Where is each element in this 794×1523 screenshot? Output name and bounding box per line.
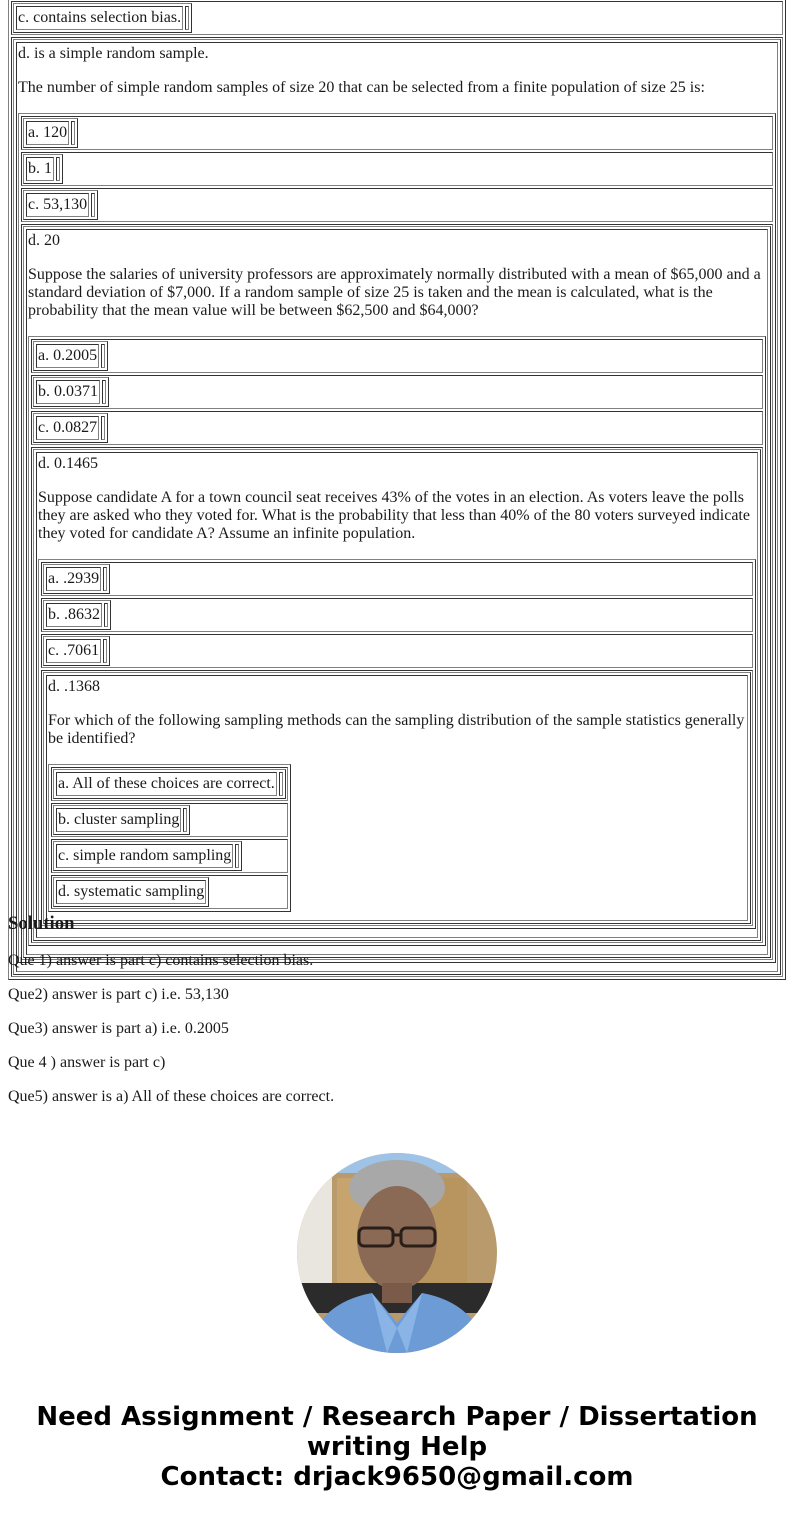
option[interactable]: b. 0.0371 [33,377,109,407]
option-d-cell: d. 20 Suppose the salaries of university professors are approximately normally distributed with a mean of $65,000 and a standard deviation of $7,000. If a random sample of size 25 is taken and the mean is calculated, what is the probability that the mean value will be between $62,500 and $64,000? a. 0.2005 b. 0.0371 c. 0.0827 d. 0.1465 Suppose candidate A for a town council seat receives 43% of the votes in an election. As voters leave the polls they are asked who they voted for. What is the probability that less than 40% of the 80 voters surveyed indicate they voted for candidate A? Assume an infinite population. a. .2939 b. .8632 c. .7061 d. .1368 For which of the following sampling methods can the sampling distribution of the sample statistics generally be identified? a. All of these choices are correct. b. cluster sampling c. simple random sampling d. systematic sampling [26,229,768,955]
question-2-options [18,113,776,963]
option-d-cell: d. 0.1465 Suppose candidate A for a town council seat receives 43% of the votes in an election. As voters leave the polls they are asked who they voted for. What is the probability that less than 40% of the 80 voters surveyed indicate they voted for candidate A? Assume an infinite population. a. .2939 b. .8632 c. .7061 d. .1368 For which of the following sampling methods can the sampling distribution of the sample statistics generally be identified? a. All of these choices are correct. b. cluster sampling c. simple random sampling d. systematic sampling [36,452,758,938]
option[interactable] [13,3,192,33]
option-row [11,37,783,977]
option[interactable]: c. 0.0827 [33,413,108,443]
question-1-options [8,0,786,980]
banner-line: writing Help [306,1432,488,1462]
questions-container [8,0,786,980]
option[interactable]: d. systematic sampling [53,877,209,907]
option[interactable]: a. All of these choices are correct. [53,769,286,799]
option[interactable]: a. .2939 [43,564,110,594]
solution-line: Que3) answer is part a) i.e. 0.2005 [8,1020,229,1037]
option[interactable]: a. 120 [23,118,78,148]
option[interactable]: c. 53,130 [23,190,98,220]
avatar [297,1153,497,1353]
option[interactable]: a. 0.2005 [33,341,108,371]
option-label: d. is a simple random sample. [18,45,209,62]
solution-heading: Solution [8,913,75,934]
person-photo-icon [297,1153,497,1353]
question-3-options [28,336,766,946]
solution-section [8,912,786,1122]
question-3-text: Suppose the salaries of university professors are approximately normally distributed with a mean of $65,000 and a standard deviation of $7,000. If a random sample of size 25 is taken and the mean is calculated, what is the probability that the mean value will be between $62,500 and $64,000? [28,266,761,319]
option-label: c. contains selection bias. [16,6,183,30]
option[interactable]: c. .7061 [43,636,110,666]
option-d-cell [16,42,778,972]
option[interactable]: b. 1 [23,154,63,184]
solution-line: Que 1) answer is part c) contains selection bias. [8,952,314,969]
solution-line: Que2) answer is part c) i.e. 53,130 [8,986,229,1003]
solution-line: Que 4 ) answer is part c) [8,1054,166,1071]
contact-banner [0,1402,794,1492]
question-4-options [38,559,756,929]
question-5-text: For which of the following sampling methods can the sampling distribution of the sample statistics generally be identified? [48,712,745,747]
question-2-text: The number of simple random samples of size 20 that can be selected from a finite population of size 25 is: [18,79,705,96]
option[interactable]: c. simple random sampling [53,841,242,871]
solution-line: Que5) answer is a) All of these choices are correct. [8,1088,335,1105]
option[interactable]: b. cluster sampling [53,805,190,835]
question-4-text: Suppose candidate A for a town council seat receives 43% of the votes in an election. As voters leave the polls they are asked who they voted for. What is the probability that less than 40% of the 80 voters surveyed indicate they voted for candidate A? Assume an infinite population. [38,489,750,542]
contact-email[interactable]: Contact: drjack9650@gmail.com [160,1462,634,1492]
question-5-options [48,764,291,912]
banner-line: Need Assignment / Research Paper / Dissertation [36,1402,758,1432]
option[interactable]: b. .8632 [43,600,111,630]
option-d-cell: d. .1368 For which of the following sampling methods can the sampling distribution of the sample statistics generally be identified? a. All of these choices are correct. b. cluster sampling c. simple random sampling d. systematic sampling [46,675,748,921]
option-row [11,1,783,35]
